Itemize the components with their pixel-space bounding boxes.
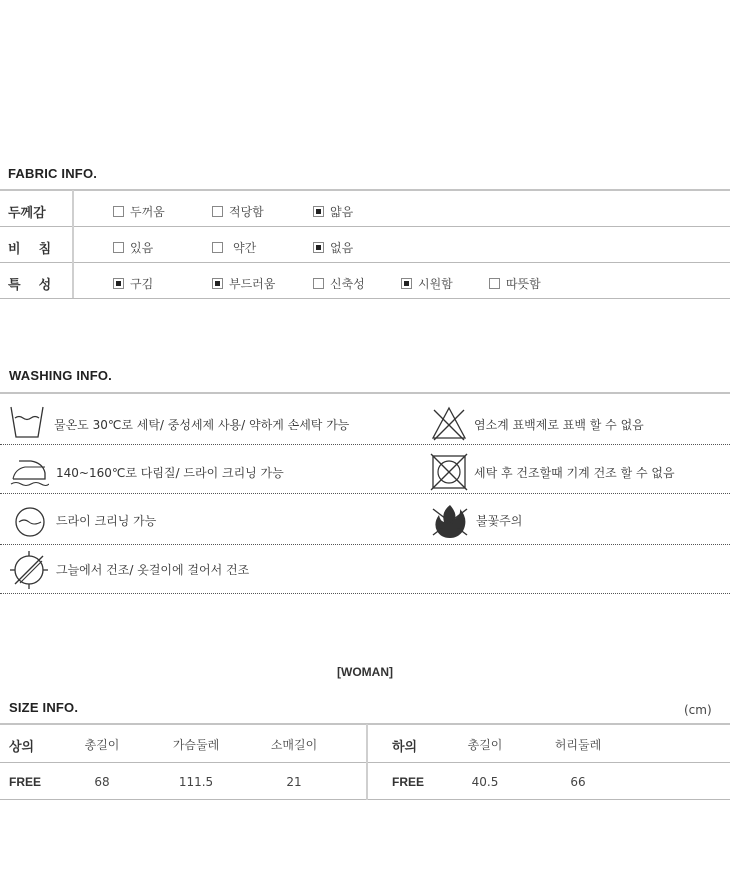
option-wrinkle[interactable]: [113, 275, 153, 292]
fabric-info-title: FABRIC INFO.: [8, 166, 98, 181]
fabric-label-features: 특 성: [8, 278, 52, 293]
option-label: 구김: [130, 277, 154, 291]
checkbox[interactable]: [313, 242, 324, 253]
checkbox[interactable]: [113, 242, 124, 253]
washing-row-divider: [0, 544, 730, 545]
size-col-header: 소매길이: [270, 738, 318, 752]
option-none[interactable]: [313, 239, 353, 256]
wash-tub-icon: [9, 404, 45, 440]
option-moderate[interactable]: [212, 203, 264, 220]
size-value: 40.5: [471, 775, 499, 789]
option-stretch[interactable]: [313, 275, 365, 292]
option-slight[interactable]: [212, 239, 256, 256]
option-thick[interactable]: [113, 203, 165, 220]
shade-dry-icon: [9, 550, 49, 590]
washing-text: 불꽃주의: [476, 514, 523, 528]
dry-clean-icon: [13, 505, 47, 539]
washing-text: 140~160℃로 다림질/ 드라이 크리닝 가능: [56, 466, 284, 480]
checkbox[interactable]: [313, 206, 324, 217]
checkbox[interactable]: [401, 278, 412, 289]
size-category: [WOMAN]: [337, 665, 393, 679]
size-bottom-row-label: FREE: [392, 775, 425, 789]
size-info-title: SIZE INFO.: [9, 700, 79, 715]
option-thin[interactable]: [313, 203, 353, 220]
option-label: 없음: [330, 241, 354, 255]
size-value: 66: [570, 775, 586, 789]
size-table-divider: [366, 724, 368, 800]
size-bottom-label: 하의: [392, 739, 418, 754]
flame-icon: [431, 503, 469, 539]
fabric-label-sheerness: 비 침: [8, 242, 52, 257]
fabric-label-thickness: 두께감: [8, 206, 46, 221]
washing-row-divider: [0, 493, 730, 494]
option-warm[interactable]: [489, 275, 541, 292]
size-unit: (cm): [684, 703, 712, 717]
checkbox[interactable]: [313, 278, 324, 289]
washing-text: 염소계 표백제로 표백 할 수 없음: [474, 418, 644, 432]
option-cool[interactable]: [401, 275, 453, 292]
no-tumble-dry-icon: [430, 453, 468, 491]
size-top-border: [0, 723, 730, 725]
option-label: 두꺼움: [130, 205, 165, 219]
size-row-divider: [0, 762, 730, 763]
iron-icon: [9, 453, 49, 489]
size-top-label: 상의: [9, 739, 35, 754]
size-value: 111.5: [178, 775, 214, 789]
fabric-top-border: [0, 189, 730, 191]
option-label: 있음: [130, 241, 154, 255]
checkbox[interactable]: [212, 206, 223, 217]
washing-text: 드라이 크리닝 가능: [56, 514, 157, 528]
option-label: 약간: [233, 241, 257, 255]
washing-text: 세탁 후 건조할때 기계 건조 할 수 없음: [474, 466, 675, 480]
checkbox[interactable]: [113, 206, 124, 217]
size-bottom-border: [0, 799, 730, 800]
option-label: 부드러움: [229, 277, 276, 291]
option-label: 따뜻함: [506, 277, 541, 291]
checkbox[interactable]: [113, 278, 124, 289]
fabric-row-divider: [0, 226, 730, 227]
size-col-header: 총길이: [467, 738, 503, 752]
option-label: 적당함: [229, 205, 264, 219]
washing-text: 물온도 30℃로 세탁/ 중성세제 사용/ 약하게 손세탁 가능: [54, 418, 350, 432]
washing-text: 그늘에서 건조/ 옷걸이에 걸어서 건조: [56, 563, 250, 577]
fabric-row-divider: [0, 262, 730, 263]
option-label: 신축성: [330, 277, 365, 291]
no-bleach-icon: [431, 405, 467, 441]
washing-row-divider: [0, 444, 730, 445]
option-yes[interactable]: [113, 239, 153, 256]
size-col-header: 총길이: [84, 738, 120, 752]
washing-top-border: [0, 392, 730, 394]
fabric-bottom-border: [0, 298, 730, 299]
washing-info-title: WASHING INFO.: [9, 368, 112, 383]
size-value: 68: [94, 775, 110, 789]
option-label: 얇음: [330, 205, 354, 219]
size-col-header: 허리둘레: [554, 738, 602, 752]
checkbox[interactable]: [212, 242, 223, 253]
washing-row-divider: [0, 593, 730, 594]
size-col-header: 가슴둘레: [172, 738, 220, 752]
size-value: 21: [286, 775, 302, 789]
option-label: 시원함: [418, 277, 453, 291]
option-soft[interactable]: [212, 275, 275, 292]
size-top-row-label: FREE: [9, 775, 42, 789]
fabric-label-divider: [72, 190, 74, 298]
checkbox[interactable]: [212, 278, 223, 289]
checkbox[interactable]: [489, 278, 500, 289]
